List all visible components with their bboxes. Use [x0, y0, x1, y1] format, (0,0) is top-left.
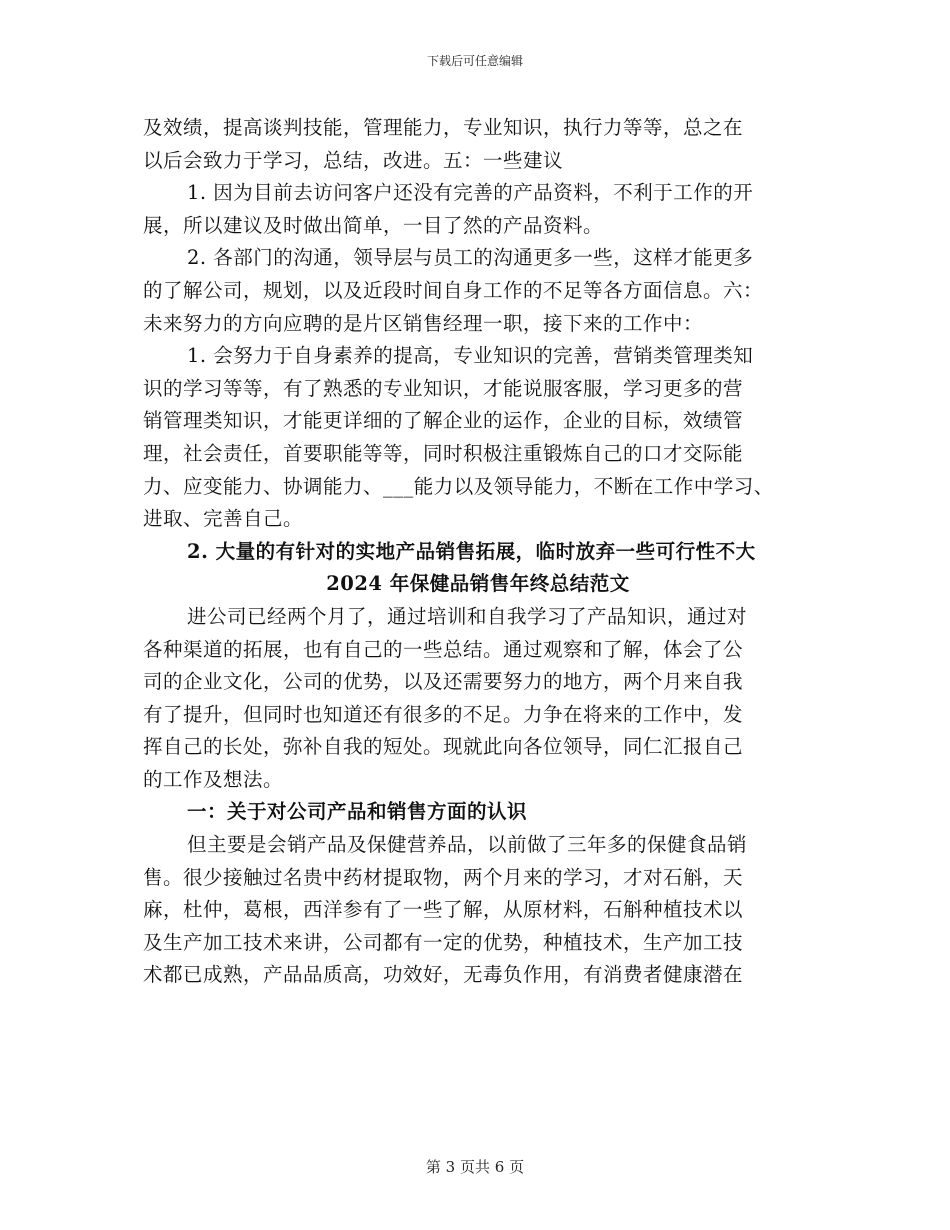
text-line: 但主要是会销产品及保健营养品，以前做了三年多的保健食品销 — [187, 833, 748, 857]
text-line: 的了解公司，规划，以及近段时间自身工作的不足等各方面信息。六： — [143, 278, 764, 302]
text-line: 司的企业文化，公司的优势，以及还需要努力的地方，两个月来自我 — [143, 670, 744, 694]
text-line: 1. 会努力于自身素养的提高，专业知识的完善，营销类管理类知 — [187, 344, 754, 368]
bold-text-line: 2. 大量的有针对的实地产品销售拓展，临时放弃一些可行性不大 — [187, 539, 756, 563]
text-line: 及效绩，提高谈判技能，管理能力，专业知识，执行力等等，总之在 — [143, 116, 744, 139]
text-line: 术都已成熟，产品品质高，功效好，无毒负作用，有消费者健康潜在 — [143, 963, 744, 987]
text-line: 力、应变能力、协调能力、___能力以及领导能力，不断在工作中学习、 — [143, 474, 774, 498]
text-line: 识的学习等等，有了熟悉的专业知识，才能说服客服，学习更多的营 — [143, 376, 744, 400]
section-title: 2024 年保健品销售年终总结范文 — [326, 572, 630, 596]
text-line: 挥自己的长处，弥补自我的短处。现就此向各位领导，同仁汇报自己 — [143, 735, 744, 759]
text-line: 展，所以建议及时做出简单，一目了然的产品资料。 — [143, 213, 604, 237]
page-footer: 第 3 页共 6 页 — [425, 1158, 525, 1176]
text-line: 2. 各部门的沟通，领导层与员工的沟通更多一些，这样才能更多 — [187, 246, 754, 270]
text-line: 未来努力的方向应聘的是片区销售经理一职，接下来的工作中： — [143, 311, 704, 335]
subsection-heading: 一：关于对公司产品和销售方面的认识 — [187, 800, 528, 824]
text-line: 以后会致力于学习，总结，改进。五：一些建议 — [143, 148, 564, 172]
text-line: 的工作及想法。 — [143, 767, 284, 791]
text-line: 理，社会责任，首要职能等等，同时积极注重锻炼自己的口才交际能 — [143, 441, 744, 465]
text-line: 麻，杜仲，葛根，西洋参有了一些了解，从原材料，石斛种植技术以 — [143, 898, 744, 922]
text-line: 进取、完善自己。 — [143, 507, 304, 531]
text-line: 销管理类知识，才能更详细的了解企业的运作，企业的目标，效绩管 — [143, 409, 744, 433]
page-header: 下载后可任意编辑 — [426, 54, 523, 68]
text-line: 各种渠道的拓展，也有自己的一些总结。通过观察和了解，体会了公 — [143, 637, 744, 661]
text-line: 进公司已经两个月了，通过培训和自我学习了产品知识，通过对 — [187, 604, 748, 628]
text-line: 1. 因为目前去访问客户还没有完善的产品资料，不利于工作的开 — [187, 181, 754, 205]
text-line: 及生产加工技术来讲，公司都有一定的优势，种植技术，生产加工技 — [143, 930, 744, 954]
text-line: 有了提升，但同时也知道还有很多的不足。力争在将来的工作中，发 — [143, 702, 744, 726]
document-body — [143, 112, 813, 992]
text-line: 售。很少接触过名贵中药材提取物，两个月来的学习，才对石斛，天 — [143, 865, 744, 889]
